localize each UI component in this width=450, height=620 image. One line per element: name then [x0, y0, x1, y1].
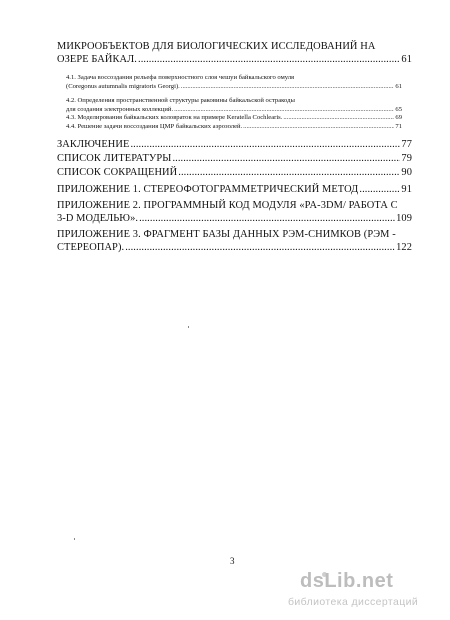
toc-entry-conclusion [57, 140, 412, 150]
speck [188, 326, 189, 328]
toc-line [57, 140, 412, 150]
toc-entry-4-1 [66, 75, 402, 90]
toc-entry-references [57, 154, 412, 164]
watermark-caption: библиотека диссертаций [288, 596, 419, 608]
toc-line [57, 168, 412, 178]
leader-dots [178, 168, 400, 178]
toc-page: 71 [395, 123, 402, 130]
toc-page: 65 [395, 105, 402, 113]
toc-title-line2: ОЗЕРЕ БАЙКАЛ. [57, 54, 137, 66]
toc-entry-appendix-2 [57, 201, 412, 225]
leader-dots [174, 107, 394, 114]
toc-line [66, 84, 402, 91]
leader-dots [283, 115, 394, 122]
toc-title-line1: СПИСОК ЛИТЕРАТУРЫ [57, 153, 172, 164]
toc-entry-appendix-1 [57, 185, 412, 195]
leader-dots [172, 154, 400, 164]
toc-page: 109 [396, 213, 412, 225]
toc-line [57, 230, 412, 240]
toc-title-line2: 3-D МОДЕЛЬЮ». [57, 213, 139, 225]
toc-line [57, 201, 412, 211]
toc-page: 77 [401, 139, 412, 150]
toc-entry-chapter4 [57, 42, 412, 66]
leader-dots [138, 55, 400, 65]
toc-title-line1: 4.3. Моделирования байкальских коловраток на примере Keratella Cochlearis. [66, 114, 283, 121]
toc-title-line1: 4.2. Определения пространственной структуры раковины байкальской остракоды [66, 97, 295, 104]
toc-entry-4-2 [66, 98, 402, 113]
toc-title-line2: для создания электронных коллекций. [66, 105, 174, 113]
toc-page: 69 [395, 114, 402, 121]
toc-title-line1: ПРИЛОЖЕНИЕ 2. ПРОГРАММНЫЙ КОД МОДУЛЯ «PA-3DM/ РАБОТА С [57, 200, 398, 211]
watermark [288, 570, 450, 614]
toc-line [66, 124, 402, 131]
toc-page: 61 [401, 54, 412, 66]
leader-dots [243, 124, 394, 131]
toc-title-line1: 4.1. Задача воссоздания рельефа поверхностного слоя чешуи байкальского омуля [66, 74, 295, 81]
toc-title-line1: ЗАКЛЮЧЕНИЕ [57, 139, 130, 150]
toc-page: 122 [396, 242, 412, 254]
toc-line [66, 107, 402, 114]
leader-dots [125, 243, 395, 253]
toc-entry-abbreviations [57, 168, 412, 178]
toc-line [66, 75, 402, 82]
toc-title-line2: СТЕРЕОПАР). [57, 242, 125, 254]
leader-dots [359, 185, 400, 195]
toc-entry-appendix-3 [57, 230, 412, 254]
leader-dots [181, 84, 395, 91]
toc-line [57, 154, 412, 164]
toc-line [57, 42, 412, 52]
toc-line [66, 115, 402, 122]
page-number: 3 [230, 556, 235, 566]
toc-line [57, 243, 412, 253]
toc-title-line1: ПРИЛОЖЕНИЕ 1. СТЕРЕОФОТОГРАММЕТРИЧЕСКИЙ МЕТОД [57, 184, 359, 195]
toc-line [57, 214, 412, 224]
speck [74, 538, 75, 540]
toc-page: 91 [401, 184, 412, 195]
toc-line [57, 185, 412, 195]
toc-title-line1: СПИСОК СОКРАЩЕНИЙ [57, 167, 178, 178]
toc-title-line2: (Coregonus autumnalis migratoris Georgi). [66, 82, 180, 90]
toc-line [57, 55, 412, 65]
toc-page: 61 [395, 82, 402, 90]
leader-dots [130, 140, 400, 150]
toc-page: 79 [401, 153, 412, 164]
toc-page: 90 [401, 167, 412, 178]
watermark-logo: dsLib.net [300, 570, 394, 592]
toc-entry-4-3 [66, 115, 402, 122]
leader-dots [139, 214, 395, 224]
toc-title-line1: МИКРООБЪЕКТОВ ДЛЯ БИОЛОГИЧЕСКИХ ИССЛЕДОВАНИЙ НА [57, 41, 376, 52]
toc-entry-4-4 [66, 124, 402, 131]
toc-title-line1: ПРИЛОЖЕНИЕ 3. ФРАГМЕНТ БАЗЫ ДАННЫХ РЭМ-СНИМКОВ (РЭМ - [57, 229, 396, 240]
toc-line [66, 98, 402, 105]
toc-title-line1: 4.4. Решение задачи воссоздания ЦМР байкальских аэрозолей. [66, 123, 243, 130]
